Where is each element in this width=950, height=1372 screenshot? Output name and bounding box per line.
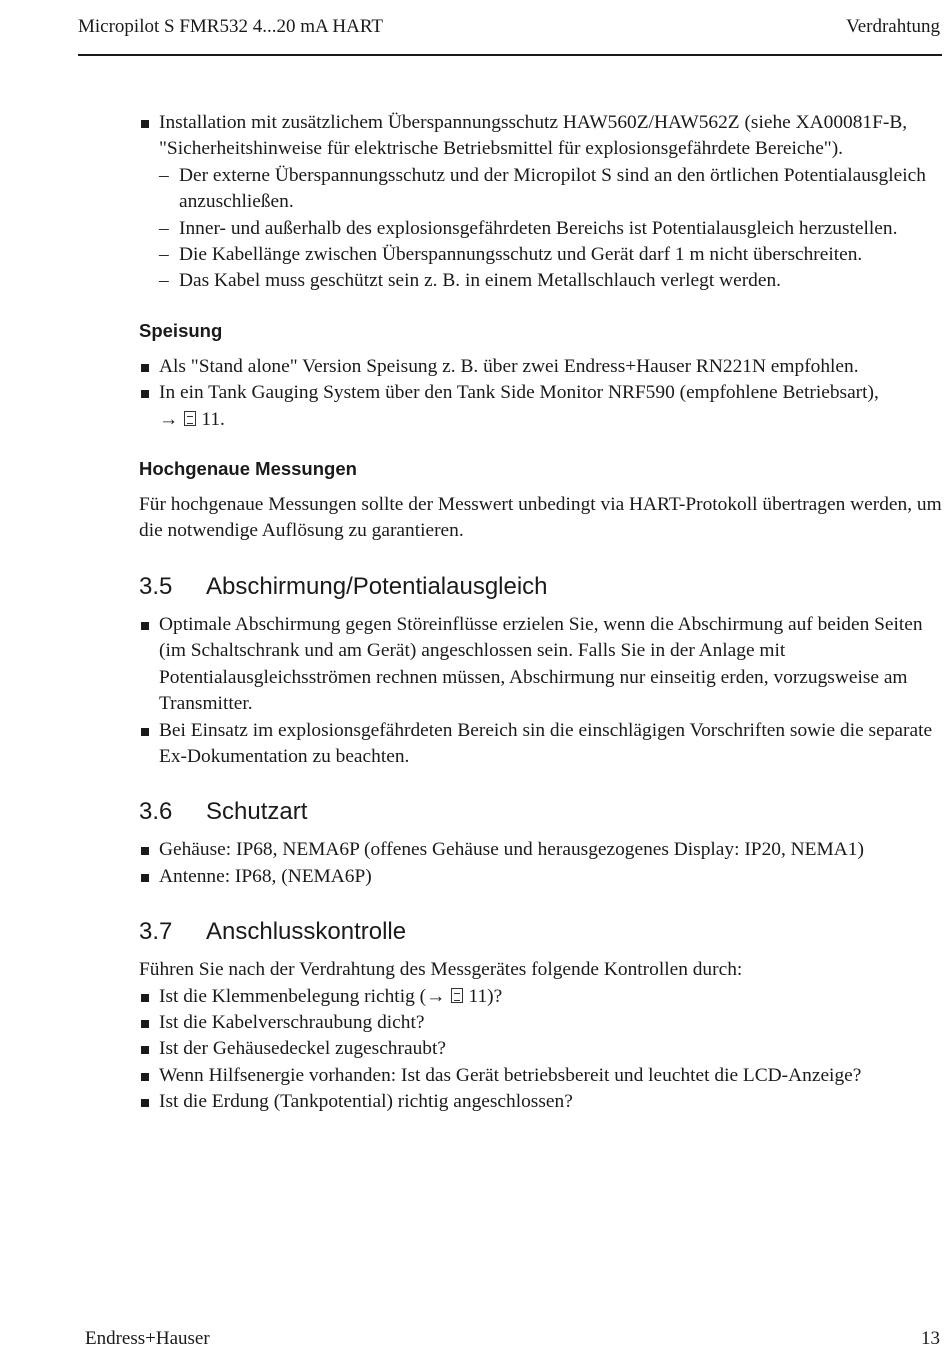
page-content	[139, 110, 944, 1116]
list-item	[139, 380, 944, 433]
subheading-hochgenau: Hochgenaue Messungen	[139, 458, 357, 480]
page-reference-icon	[184, 411, 196, 426]
list-item: Bei Einsatz im explosionsgefährdeten Bereich sin die einschlägigen Vorschriften sowie die separate Ex-Dokumentation zu beachten.	[139, 718, 944, 771]
intro-list	[139, 110, 944, 295]
sec35-list	[139, 612, 944, 770]
running-header-chapter: Verdrahtung	[846, 16, 940, 37]
list-item: Als "Stand alone" Version Speisung z. B. über zwei Endress+Hauser RN221N empfohlen.	[139, 354, 944, 380]
section-number: 3.5	[139, 572, 173, 600]
page-reference-icon	[451, 988, 463, 1003]
section-title: Anschlusskontrolle	[206, 918, 407, 946]
list-item: Ist die Kabelverschraubung dicht?	[139, 1010, 944, 1036]
footer-company: Endress+Hauser	[85, 1328, 210, 1349]
dash-item: – Die Kabellänge zwischen Überspannungsschutz und Gerät darf 1 m nicht überschreiten.	[159, 242, 944, 268]
speisung-list	[139, 354, 944, 433]
list-item: Ist die Erdung (Tankpotential) richtig angeschlossen?	[139, 1089, 944, 1115]
list-item	[139, 984, 944, 1010]
sec36-list	[139, 837, 944, 890]
list-item-text: In ein Tank Gauging System über den Tank Side Monitor NRF590 (empfohlene Betriebsart),	[159, 382, 879, 404]
section-number: 3.6	[139, 798, 173, 826]
section-heading-3-5	[139, 572, 944, 602]
section-title: Abschirmung/Potentialausgleich	[206, 572, 548, 600]
subheading-speisung: Speisung	[139, 319, 223, 341]
page-reference-link[interactable]: 11)?	[468, 985, 503, 1007]
paragraph: Führen Sie nach der Verdrahtung des Messgerätes folgende Kontrollen durch:	[139, 959, 743, 981]
list-item	[139, 110, 944, 295]
dash-item: – Der externe Überspannungsschutz und der Micropilot S sind an den örtlichen Potentialausgleich anzuschließen.	[159, 163, 944, 216]
paragraph: Für hochgenaue Messungen sollte der Messwert unbedingt via HART-Protokoll übertragen werden, um die notwendige Auflösung zu garantieren.	[139, 494, 942, 542]
dash-item: – Das Kabel muss geschützt sein z. B. in einem Metallschlauch verlegt werden.	[159, 268, 944, 294]
list-item: Antenne: IP68, (NEMA6P)	[139, 864, 944, 890]
sec37-list	[139, 984, 944, 1116]
running-header-title: Micropilot S FMR532 4...20 mA HART	[78, 16, 384, 37]
intro-dash-list	[159, 163, 944, 295]
list-item-text: Ist die Klemmenbelegung richtig (→	[159, 985, 446, 1007]
section-number: 3.7	[139, 918, 173, 946]
list-item: Ist der Gehäusedeckel zugeschraubt?	[139, 1036, 944, 1062]
page-number: 13	[921, 1328, 940, 1349]
intro-bullet-text: Installation mit zusätzlichem Überspannungsschutz HAW560Z/HAW562Z (siehe XA00081F-B, "Sicherheitshinweise für elektrische Betriebsmittel für explosionsgefährdete Bereiche").	[159, 112, 908, 160]
section-heading-3-6	[139, 797, 944, 827]
dash-item: – Inner- und außerhalb des explosionsgefährdeten Bereichs ist Potentialausgleich herzustellen.	[159, 216, 944, 242]
page-reference-link[interactable]: 11.	[201, 408, 225, 430]
list-item: Wenn Hilfsenergie vorhanden: Ist das Gerät betriebsbereit und leuchtet die LCD-Anzeige?	[139, 1063, 944, 1089]
list-item: Gehäuse: IP68, NEMA6P (offenes Gehäuse und herausgezogenes Display: IP20, NEMA1)	[139, 837, 944, 863]
section-heading-3-7	[139, 917, 944, 947]
list-item: Optimale Abschirmung gegen Störeinflüsse erzielen Sie, wenn die Abschirmung auf beiden Seiten (im Schaltschrank und am Gerät) angeschlossen sein. Falls Sie in der Anlage mit Potentialausgleichsströmen rechnen müssen, Abschirmung nur einseitig erden, vorzugsweise am Transmitter.	[139, 612, 944, 718]
arrow-icon: →	[159, 408, 179, 430]
section-title: Schutzart	[206, 798, 308, 826]
header-rule	[78, 54, 942, 56]
